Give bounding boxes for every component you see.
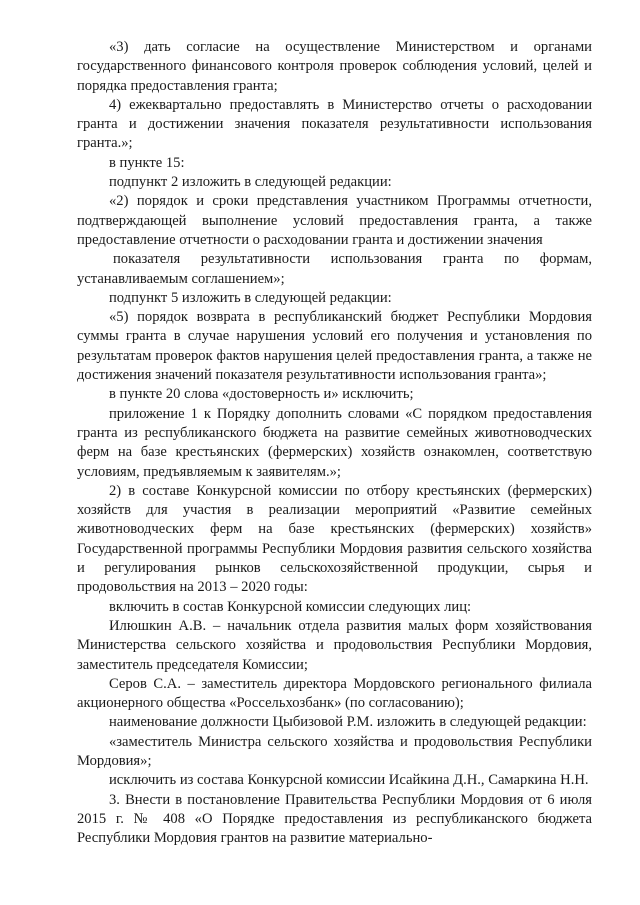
paragraph-appendix-1: приложение 1 к Порядку дополнить словами «С порядком предоставления гранта из республиканского бюджета на развитие семейных животноводческих ферм на базе крестьянских (фермерских) хозяйств ознакомлен, соответствую условиям, предъявляемым к заявителям.»; [77,405,592,480]
paragraph-member-ilyushkin: Илюшкин А.В. – начальник отдела развития малых форм хозяйствования Министерства сельского хозяйства и продовольствия Республики Мордовия, заместитель председателя Комиссии; [77,617,592,673]
paragraph-item-3-consent: «3) дать согласие на осуществление Министерством и органами государственного финансового контроля проверок соблюдения условий, целей и порядка предоставления гранта; [77,39,592,94]
paragraph-subpoint-5-text: «5) порядок возврата в республиканский бюджет Республики Мордовия суммы гранта в случае нарушения условий его получения и установления по результатам проверок фактов нарушения целей предоставления гранта, а также не достижения значений показателя результативности использования гранта»; [77,309,592,384]
paragraph-deputy-minister: «заместитель Министра сельского хозяйства и продовольствия Республики Мордовия»; [77,733,592,769]
paragraph-item-2-commission: 2) в составе Конкурсной комиссии по отбору крестьянских (фермерских) хозяйств для участия в реализации мероприятий «Развитие семейных животноводческих ферм на базе крестьянских (фермерских) хозяйств» Государственной программы Республики Мордовия развития сельского хозяйства и регулирования рынков сельскохозяйственной продукции, сырья и продовольствия на 2013 – 2020 годы: [77,482,592,596]
paragraph-subpoint-2: подпункт 2 изложить в следующей редакции: [109,174,392,191]
paragraph-position-tsybizova: наименование должности Цыбизовой Р.М. изложить в следующей редакции: [109,714,587,731]
paragraph-subpoint-2-text: «2) порядок и сроки представления участником Программы отчетности, подтверждающей выполнение условий предоставления гранта, а также предоставление отчетности о расходовании гранта и достижении значения [77,193,592,248]
paragraph-subpoint-2-text-cont: показателя результативности использования гранта по формам, устанавливаемым соглашением»; [77,251,592,287]
paragraph-member-serov: Серов С.А. – заместитель директора Мордовского регионального филиала акционерного общества «Россельхозбанк» (по согласованию); [77,675,592,712]
paragraph-include-members: включить в состав Конкурсной комиссии следующих лиц: [109,598,472,615]
paragraph-point-15: в пункте 15: [109,154,185,171]
paragraph-item-3-amend: 3. Внести в постановление Правительства Республики Мордовия от 6 июля 2015 г. № 408 «О Порядке предоставления из республиканского бюджета Республики Мордовия грантов на развитие материально- [77,791,592,847]
paragraph-point-20: в пункте 20 слова «достоверность и» исключить; [109,386,414,403]
paragraph-exclude-members: исключить из состава Конкурсной комиссии Исайкина Д.Н., Самаркина Н.Н. [109,772,589,789]
paragraph-item-4-reports: 4) ежеквартально предоставлять в Министерство отчеты о расходовании гранта и достижении значения показателя результативности использования гранта.»; [77,96,592,152]
paragraph-subpoint-5: подпункт 5 изложить в следующей редакции: [109,289,392,306]
document-body [77,38,592,848]
